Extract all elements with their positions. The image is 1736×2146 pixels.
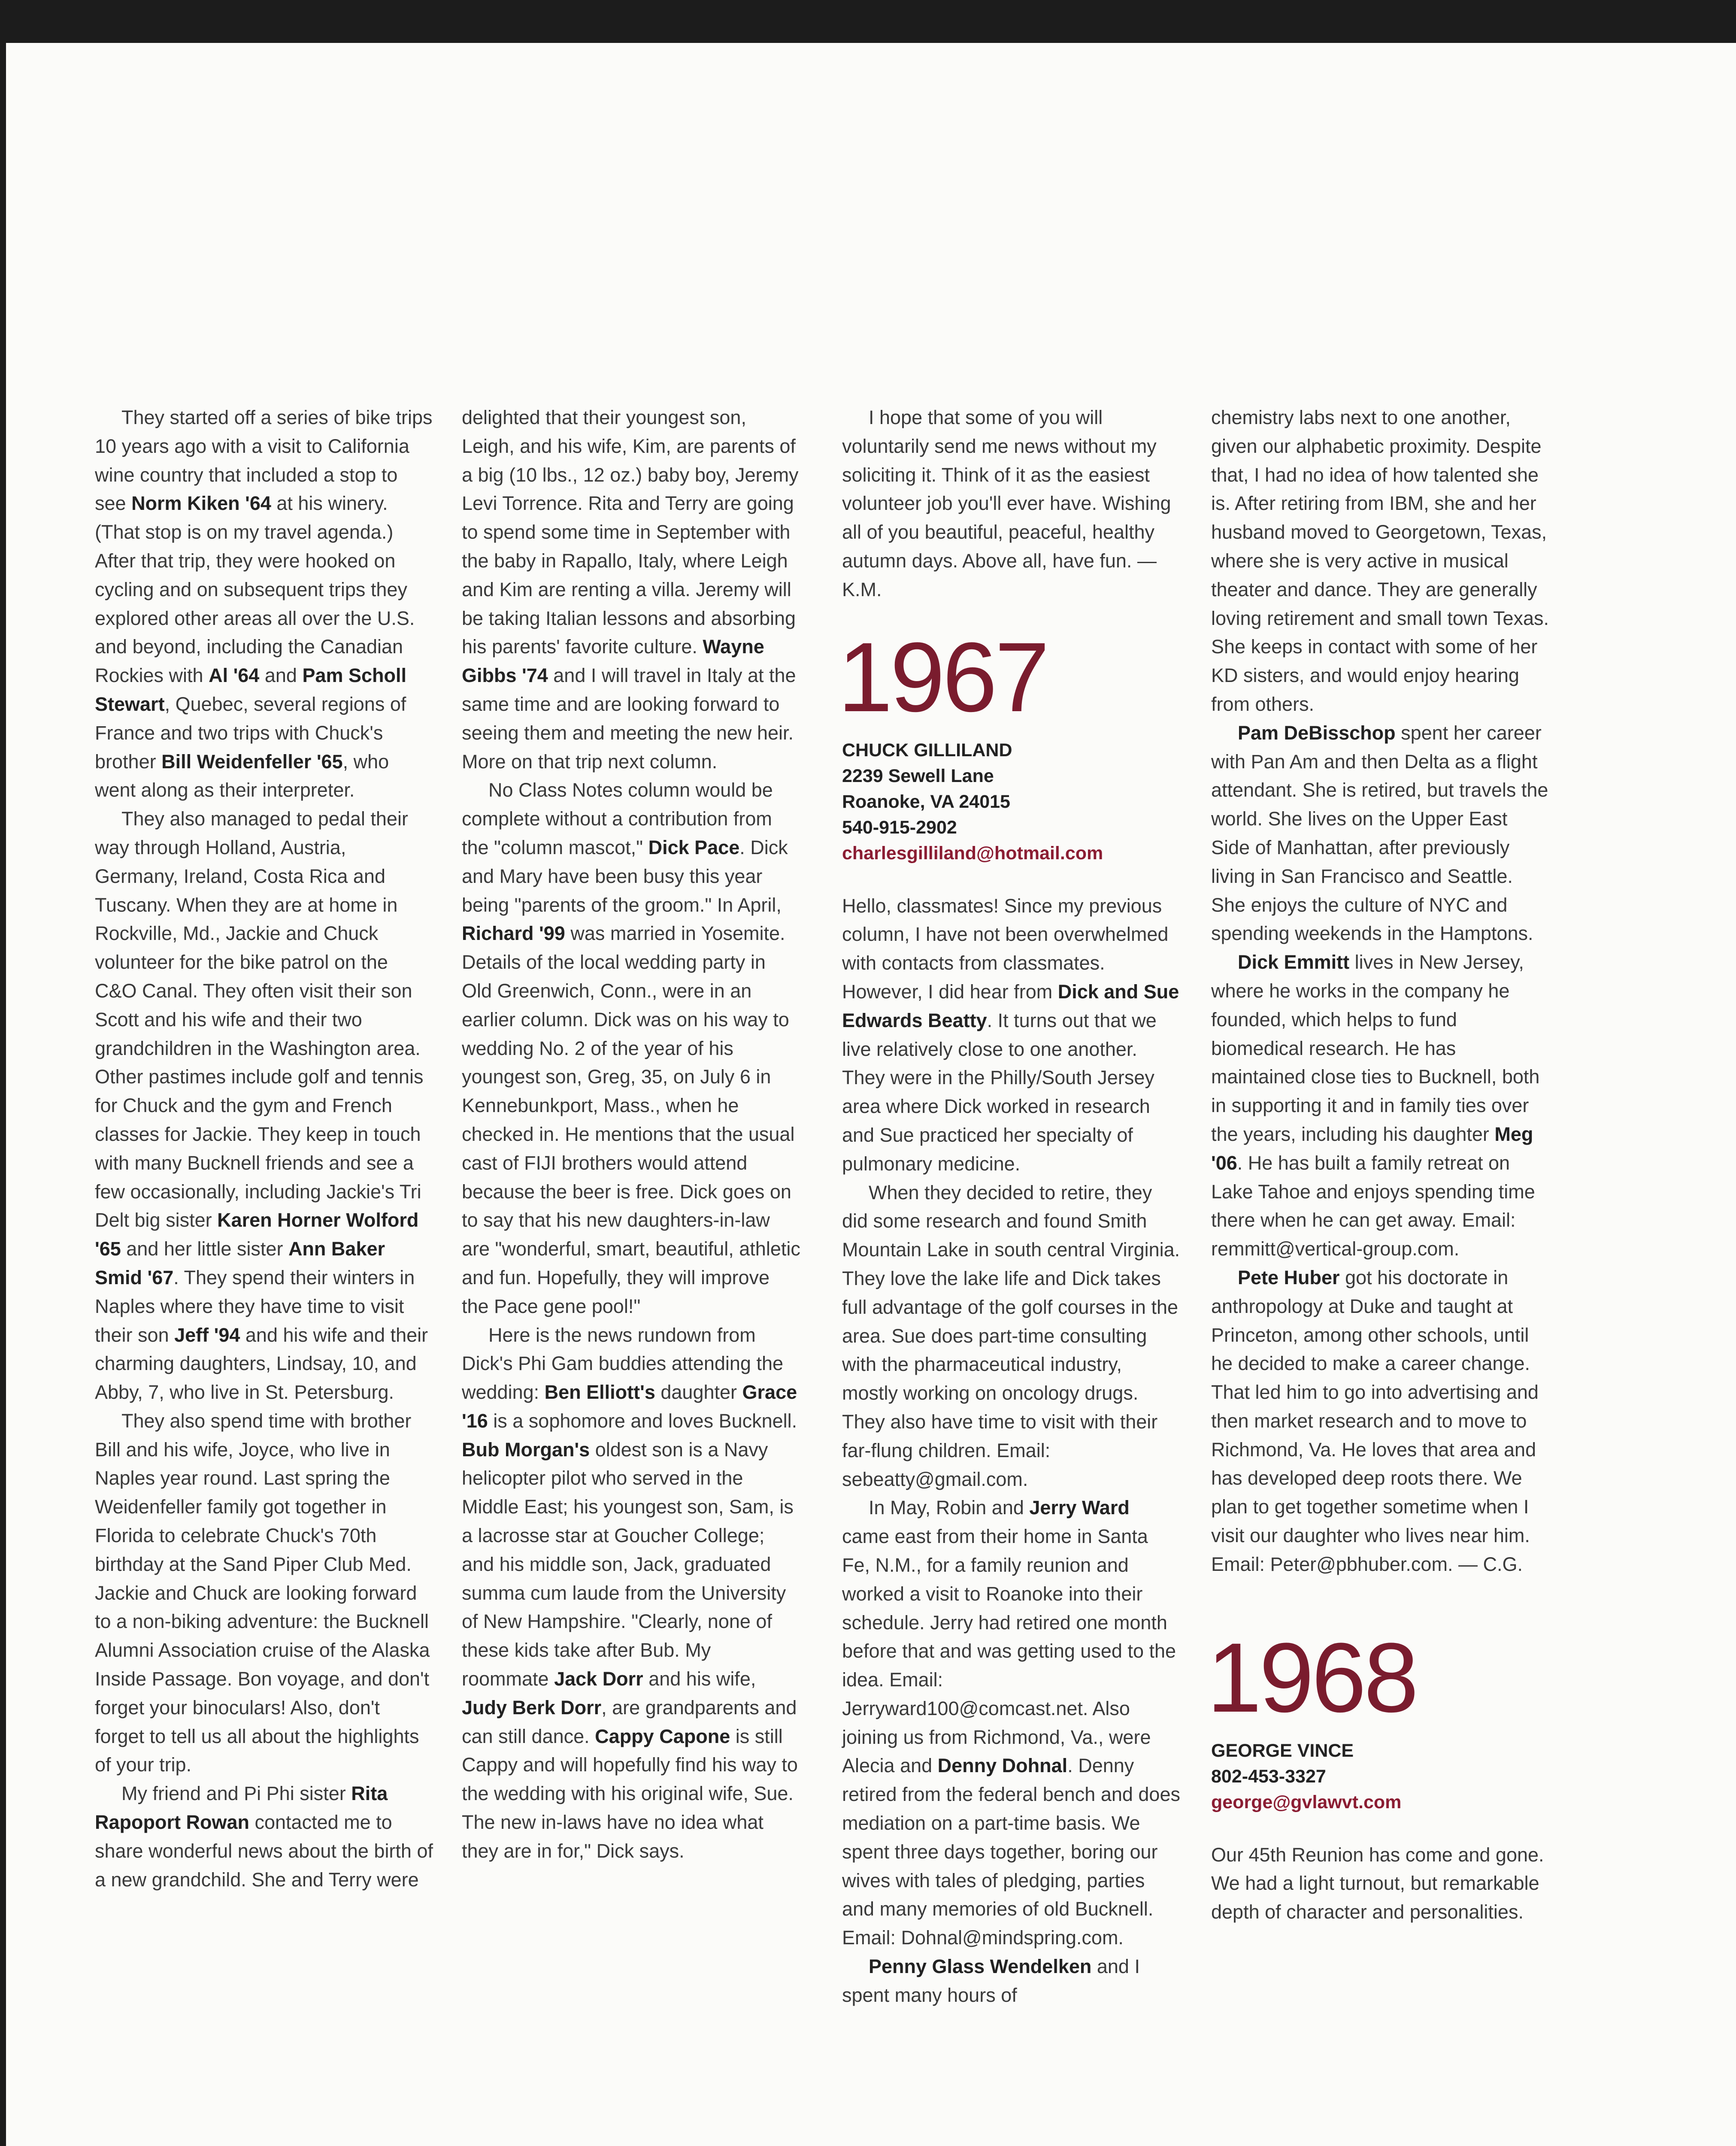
paragraph: Penny Glass Wendelken and I spent many hours of: [842, 1955, 1140, 2006]
column-3: [838, 403, 1181, 2010]
paragraph: My friend and Pi Phi sister Rita Rapoport Rowan contacted me to share wonderful news about the birth of a new grandchild. She and Terry were: [95, 1782, 433, 1891]
paragraph: Dick Emmitt lives in New Jersey, where he works in the company he founded, which helps to fund biomedical research. He has maintained close ties to Bucknell, both in supporting it and in family ties over the years, including his daughter Meg '06. He has built a family retreat on Lake Tahoe and enjoys spending time there when he can get away. Email: remmitt@vertical-group.com.: [1211, 951, 1540, 1260]
column-2: [462, 403, 801, 1866]
paragraph: delighted that their youngest son, Leigh, and his wife, Kim, are parents of a big (10 lbs., 12 oz.) baby boy, Jeremy Levi Torrence. Rita and Terry are going to spend some time in September with the baby in Rapallo, Italy, where Leigh and Kim are renting a villa. Jeremy will be taking Italian lessons and absorbing his parents' favorite culture. Wayne Gibbs '74 and I will travel in Italy at the same time and are looking forward to seeing them and meeting the new heir. More on that trip next column.: [462, 406, 799, 773]
column-1: [95, 403, 434, 1894]
paragraph: Hello, classmates! Since my previous column, I have not been overwhelmed with contacts from classmates. However, I did hear from Dick and Sue Edwards Beatty. It turns out that we live relatively close to one another. They were in the Philly/South Jersey area where Dick worked in research and Sue practiced her specialty of pulmonary medicine.: [842, 894, 1179, 1175]
paragraph: Pete Huber got his doctorate in anthropology at Duke and taught at Princeton, among other schools, until he decided to make a career change. That led him to go into advertising and then market research and to move to Richmond, Va. He loves that area and has developed deep roots there. We plan to get together sometime when I visit our daughter who lives near him. Email: Peter@pbhuber.com. — C.G.: [1211, 1266, 1539, 1575]
correspondent-email[interactable]: charlesgilliland@hotmail.com: [842, 843, 1103, 864]
correspondent-city: Roanoke, VA 24015: [842, 791, 1010, 812]
paragraph: They also managed to pedal their way through Holland, Austria, Germany, Ireland, Costa Rica and Tuscany. When they are at home in Rockville, Md., Jackie and Chuck volunteer for the bike patrol on the C&O Canal. They often visit their son Scott and his wife and their two grandchildren in the Washington area. Other pastimes include golf and tennis for Chuck and the gym and French classes for Jackie. They keep in touch with many Bucknell friends and see a few occasionally, including Jackie's Tri Delt big sister Karen Horner Wolford '65 and her little sister Ann Baker Smid '67. They spend their winters in Naples where they have time to visit their son Jeff '94 and his wife and their charming daughters, Lindsay, 10, and Abby, 7, who live in St. Petersburg.: [95, 808, 428, 1403]
column-4: [1207, 403, 1550, 1927]
correspondent-email[interactable]: george@gvlawvt.com: [1211, 1791, 1402, 1813]
paragraph: Pam DeBisschop spent her career with Pan Am and then Delta as a flight attendant. She is retired, but travels the world. She lives on the Upper East Side of Manhattan, after previously living in San Francisco and Seattle. She enjoys the culture of NYC and spending weekends in the Hamptons.: [1211, 721, 1548, 945]
paragraph: They started off a series of bike trips 10 years ago with a visit to California wine country that included a stop to see Norm Kiken '64 at his winery. (That stop is on my travel agenda.) After that trip, they were hooked on cycling and on subsequent trips they explored other areas all over the U.S. and beyond, including the Canadian Rockies with Al '64 and Pam Scholl Stewart, Quebec, several regions of France and two trips with Chuck's brother Bill Weidenfeller '65, who went along as their interpreter.: [95, 406, 433, 801]
correspondent-street: 2239 Sewell Lane: [842, 765, 994, 786]
paragraph: I hope that some of you will voluntarily send me news without my soliciting it. Think of it as the easiest volunteer job you'll ever have. Wishing all of you beautiful, peaceful, healthy autumn days. Above all, have fun. — K.M.: [842, 406, 1171, 600]
correspondent-name: CHUCK GILLILAND: [842, 740, 1012, 761]
correspondent-name: GEORGE VINCE: [1211, 1740, 1354, 1761]
paragraph: No Class Notes column would be complete without a contribution from the "column mascot," Dick Pace. Dick and Mary have been busy this year being "parents of the groom." In April, Richard '99 was married in Yosemite. Details of the local wedding party in Old Greenwich, Conn., were in an earlier column. Dick was on his way to wedding No. 2 of the year of his youngest son, Greg, 35, on July 6 in Kennebunkport, Mass., when he checked in. He mentions that the usual cast of FIJI brothers would attend because the beer is free. Dick goes on to say that his new daughters-in-law are "wonderful, smart, beautiful, athletic and fun. Hopefully, they will improve the Pace gene pool!": [462, 779, 800, 1317]
class-year-heading: 1967: [838, 621, 1047, 732]
paragraph: When they decided to retire, they did some research and found Smith Mountain Lake in south central Virginia. They love the lake life and Dick takes full advantage of the golf courses in the area. Sue does part-time consulting with the pharmaceutical industry, mostly working on oncology drugs. They also have time to visit with their far-flung children. Email: sebeatty@gmail.com.: [842, 1181, 1180, 1490]
paragraph: Here is the news rundown from Dick's Phi Gam buddies attending the wedding: Ben Elliott's daughter Grace '16 is a sophomore and loves Bucknell. Bub Morgan's oldest son is a Navy helicopter pilot who served in the Middle East; his youngest son, Sam, is a lacrosse star at Goucher College; and his middle son, Jack, graduated summa cum laude from the University of New Hampshire. "Clearly, none of these kids take after Bub. My roommate Jack Dorr and his wife, Judy Berk Dorr, are grandparents and can still dance. Cappy Capone is still Cappy and will hopefully find his way to the wedding with his original wife, Sue. The new in-laws have no idea what they are in for," Dick says.: [462, 1324, 798, 1862]
class-correspondent-contact: [842, 737, 1181, 866]
class-correspondent-contact: [1211, 1738, 1550, 1815]
correspondent-phone: 802-453-3327: [1211, 1766, 1326, 1787]
paragraph: chemistry labs next to one another, given our alphabetic proximity. Despite that, I had no idea of how talented she is. After retiring from IBM, she and her husband moved to Georgetown, Texas, where she is very active in musical theater and dance. They are generally loving retirement and small town Texas. She keeps in contact with some of her KD sisters, and would enjoy hearing from others.: [1211, 406, 1549, 715]
correspondent-phone: 540-915-2902: [842, 817, 957, 838]
paragraph: In May, Robin and Jerry Ward came east from their home in Santa Fe, N.M., for a family reunion and worked a visit to Roanoke into their schedule. Jerry had retired one month before that and was getting used to the idea. Email: Jerryward100@comcast.net. Also joining us from Richmond, Va., were Alecia and Denny Dohnal. Denny retired from the federal bench and does mediation on a part-time basis. We spent three days together, boring our wives with tales of pledging, parties and many memories of old Bucknell. Email: Dohnal@mindspring.com.: [842, 1497, 1180, 1949]
magazine-page: [6, 43, 1736, 2146]
class-year-heading: 1968: [1207, 1622, 1416, 1733]
paragraph: Our 45th Reunion has come and gone. We had a light turnout, but remarkable depth of character and personalities.: [1211, 1843, 1544, 1923]
paragraph: They also spend time with brother Bill and his wife, Joyce, who live in Naples year round. Last spring the Weidenfeller family got together in Florida to celebrate Chuck's 70th birthday at the Sand Piper Club Med. Jackie and Chuck are looking forward to a non-biking adventure: the Bucknell Alumni Association cruise of the Alaska Inside Passage. Bon voyage, and don't forget your binoculars! Also, don't forget to tell us all about the highlights of your trip.: [95, 1409, 430, 1776]
